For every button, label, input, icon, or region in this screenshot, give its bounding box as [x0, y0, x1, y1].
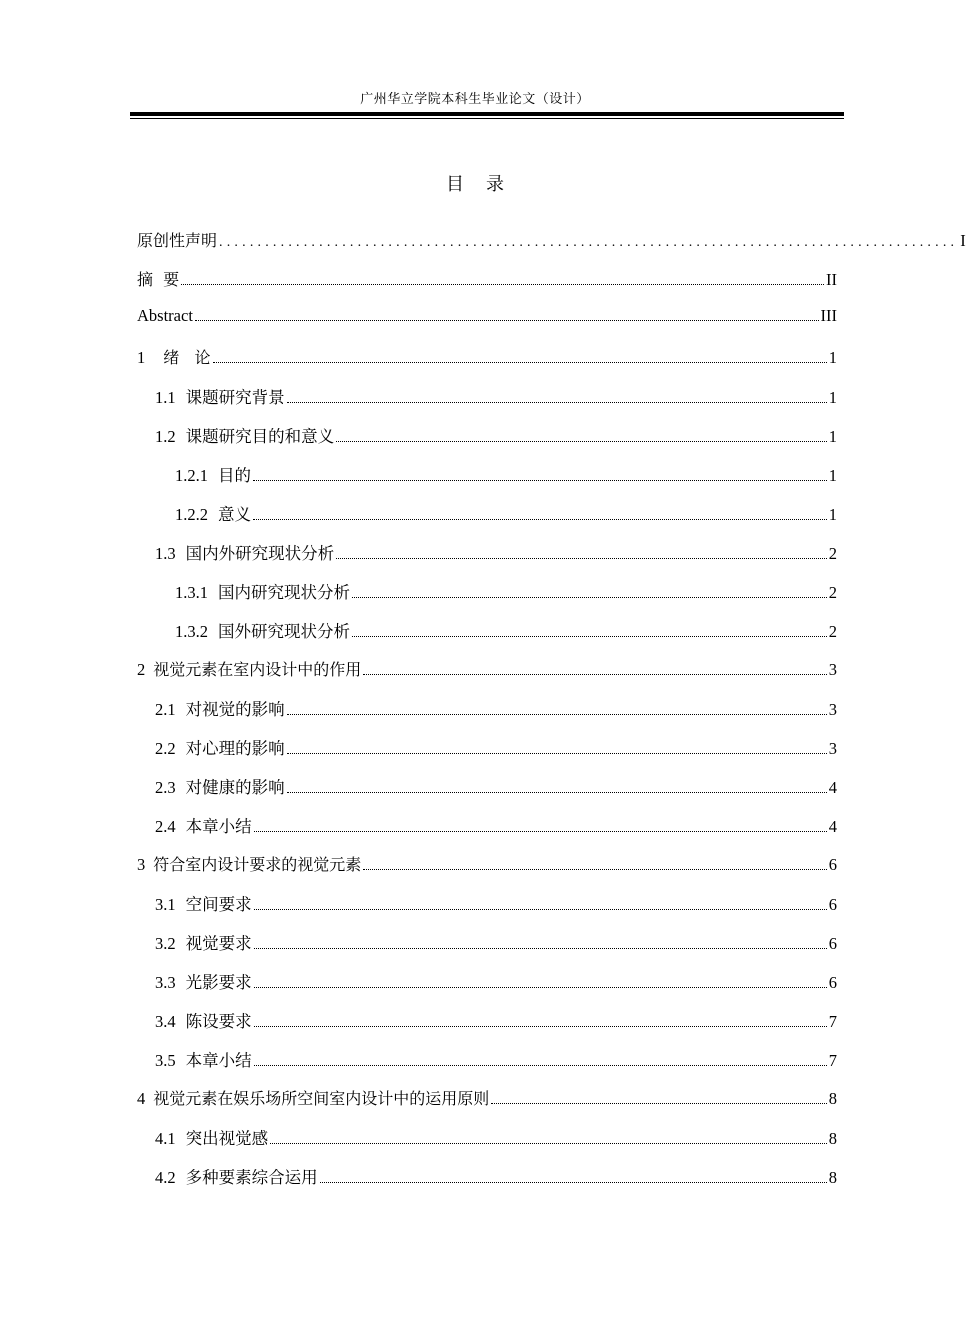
toc-entry-abstract-en[interactable] [137, 306, 837, 345]
toc-entry-number: 3.2 [155, 934, 176, 953]
toc-entry-page: 4 [828, 778, 837, 797]
running-header: 广州华立学院本科生毕业论文（设计） [360, 91, 590, 106]
toc-entry-page: 3 [828, 660, 837, 679]
toc-entry-number: 2.1 [155, 700, 176, 719]
toc-leader [363, 673, 826, 675]
toc-entry-1-2-2[interactable] [137, 501, 837, 540]
toc-leader [253, 479, 827, 481]
toc-entry-4-2[interactable] [137, 1164, 837, 1203]
toc-leader [254, 947, 827, 949]
toc-entry-number: 1.3.2 [175, 622, 208, 641]
toc-entry-number: 3.5 [155, 1051, 176, 1070]
toc-entry-page: 4 [828, 817, 837, 836]
toc-entry-page: 6 [828, 895, 837, 914]
toc-entry-number: 3.3 [155, 973, 176, 992]
toc-entry-label: 课题研究背景 [185, 388, 285, 407]
toc-entry-label: 国外研究现状分析 [218, 622, 350, 641]
toc-entry-page: 1 [828, 505, 837, 524]
toc-entry-page: 7 [828, 1012, 837, 1031]
toc-entry-3-1[interactable] [137, 891, 837, 930]
toc-entry-page: 2 [828, 622, 837, 641]
toc-entry-label: Abstract [137, 306, 193, 325]
toc-entry-label: 本章小结 [185, 1051, 252, 1070]
toc-entry-2-1[interactable] [137, 696, 837, 735]
toc-entry-label: 空间要求 [185, 895, 252, 914]
toc-entry-label: 意义 [218, 505, 251, 524]
toc-entry-page: 8 [828, 1168, 837, 1187]
toc-leader [363, 868, 826, 870]
toc-entry-page: 2 [828, 583, 837, 602]
toc-entry-label: 对健康的影响 [185, 778, 285, 797]
toc-entry-page: 1 [828, 466, 837, 485]
toc-leader [352, 635, 827, 637]
toc-entry-number: 3.4 [155, 1012, 176, 1031]
toc-leader: ................................................................................................ [219, 235, 959, 250]
toc-entry-page: II [826, 270, 837, 289]
toc-leader [181, 283, 824, 285]
toc-entry-1-3-2[interactable] [137, 618, 837, 657]
header-rule-thin [130, 118, 844, 119]
toc-entry-label: 摘 要 [137, 270, 180, 289]
toc-entry-4-1[interactable] [137, 1125, 837, 1164]
toc-entry-number: 2.4 [155, 817, 176, 836]
toc-entry-chapter-3[interactable] [137, 852, 837, 891]
table-of-contents [137, 228, 966, 1203]
toc-entry-3-5[interactable] [137, 1047, 837, 1086]
toc-entry-page: 3 [828, 700, 837, 719]
toc-entry-declaration[interactable] [137, 228, 966, 267]
toc-entry-label: 对视觉的影响 [185, 700, 285, 719]
toc-entry-label: 绪 论 [163, 348, 211, 367]
toc-entry-label: 目的 [218, 466, 251, 485]
toc-entry-label: 视觉元素在娱乐场所空间室内设计中的运用原则 [153, 1089, 490, 1108]
toc-entry-label: 光影要求 [185, 973, 252, 992]
toc-entry-label: 本章小结 [185, 817, 252, 836]
toc-entry-number: 4.2 [155, 1168, 176, 1187]
toc-entry-page: I [960, 231, 966, 250]
toc-entry-chapter-4[interactable] [137, 1086, 837, 1125]
toc-entry-number: 1.1 [155, 388, 176, 407]
toc-entry-number: 1.3 [155, 544, 176, 563]
toc-entry-page: 3 [828, 739, 837, 758]
toc-leader [254, 986, 827, 988]
toc-leader [287, 791, 827, 793]
toc-title: 目录 [446, 174, 526, 194]
toc-entry-label: 原创性声明 [137, 231, 218, 250]
toc-entry-1-3[interactable] [137, 540, 837, 579]
toc-leader [287, 401, 827, 403]
toc-entry-number: 2.3 [155, 778, 176, 797]
toc-entry-page: 1 [828, 427, 837, 446]
toc-entry-label: 突出视觉感 [185, 1129, 269, 1148]
toc-entry-label: 国内外研究现状分析 [185, 544, 335, 563]
toc-entry-number: 4 [137, 1089, 146, 1108]
toc-entry-label: 视觉要求 [185, 934, 252, 953]
toc-entry-label: 对心理的影响 [185, 739, 285, 758]
header-rule-thick [130, 112, 844, 116]
toc-leader [254, 1064, 827, 1066]
toc-entry-number: 3 [137, 855, 146, 874]
toc-leader [254, 830, 827, 832]
toc-entry-page: III [820, 306, 837, 325]
toc-leader [254, 908, 827, 910]
toc-entry-2-2[interactable] [137, 735, 837, 774]
toc-entry-label: 多种要素综合运用 [185, 1168, 318, 1187]
toc-leader [352, 596, 827, 598]
toc-entry-number: 1.2.2 [175, 505, 208, 524]
toc-entry-label: 符合室内设计要求的视觉元素 [153, 855, 362, 874]
toc-entry-1-3-1[interactable] [137, 579, 837, 618]
toc-entry-2-3[interactable] [137, 774, 837, 813]
toc-entry-page: 8 [828, 1129, 837, 1148]
toc-entry-number: 1.2 [155, 427, 176, 446]
toc-entry-number: 2.2 [155, 739, 176, 758]
toc-leader [287, 752, 827, 754]
toc-entry-page: 6 [828, 855, 837, 874]
toc-entry-label: 国内研究现状分析 [218, 583, 350, 602]
toc-entry-page: 6 [828, 973, 837, 992]
toc-entry-label: 课题研究目的和意义 [185, 427, 335, 446]
toc-entry-number: 1.2.1 [175, 466, 208, 485]
toc-entry-number: 3.1 [155, 895, 176, 914]
toc-entry-page: 6 [828, 934, 837, 953]
toc-entry-number: 4.1 [155, 1129, 176, 1148]
toc-leader [195, 319, 819, 321]
toc-entry-1-2-1[interactable] [137, 462, 837, 501]
toc-entry-1-1[interactable] [137, 384, 837, 423]
toc-leader [320, 1181, 827, 1183]
toc-entry-page: 7 [828, 1051, 837, 1070]
toc-leader [287, 713, 827, 715]
toc-entry-3-4[interactable] [137, 1008, 837, 1047]
toc-entry-3-3[interactable] [137, 969, 837, 1008]
toc-leader [491, 1102, 826, 1104]
toc-entry-number: 2 [137, 660, 146, 679]
toc-entry-3-2[interactable] [137, 930, 837, 969]
toc-leader [336, 557, 827, 559]
toc-entry-label: 视觉元素在室内设计中的作用 [153, 660, 362, 679]
toc-entry-page: 2 [828, 544, 837, 563]
toc-entry-label: 陈设要求 [185, 1012, 252, 1031]
toc-leader [336, 440, 827, 442]
toc-leader [270, 1142, 827, 1144]
toc-leader [213, 361, 827, 363]
toc-entry-number: 1.3.1 [175, 583, 208, 602]
toc-entry-page: 8 [828, 1089, 837, 1108]
toc-entry-page: 1 [828, 348, 837, 367]
toc-entry-chapter-1[interactable] [137, 345, 837, 384]
toc-entry-number: 1 [137, 348, 146, 367]
toc-entry-chapter-2[interactable] [137, 657, 837, 696]
toc-leader [253, 518, 827, 520]
toc-leader [254, 1025, 827, 1027]
toc-entry-1-2[interactable] [137, 423, 837, 462]
toc-entry-2-4[interactable] [137, 813, 837, 852]
toc-entry-page: 1 [828, 388, 837, 407]
toc-entry-abstract-cn[interactable] [137, 267, 837, 306]
